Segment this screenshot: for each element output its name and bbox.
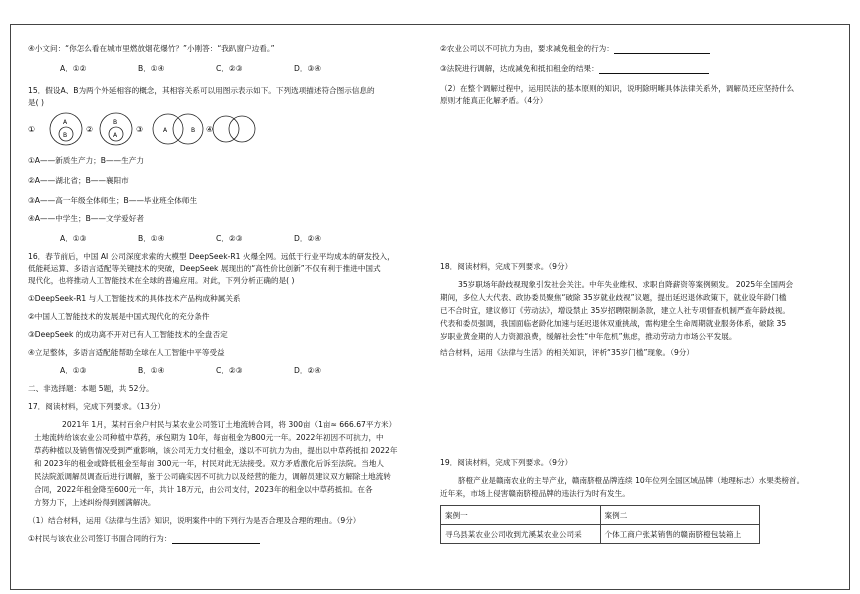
q16-stem-line2: 低能耗运算、多语言适配等关键技术的突破，DeepSeek 展现出的“高性价比创新”不仅有利于推进中国式	[28, 264, 381, 273]
q15-choice-b: B．①④	[138, 234, 165, 243]
q17-answer-1-label: ①村民与该农业公司签订书面合同的行为：	[28, 534, 172, 543]
q17-answer-2-row	[440, 44, 710, 54]
q17-answer-3-blank[interactable]	[599, 65, 709, 74]
q18-material-4: 代表和委员强调，我国面临老龄化加速与延迟退休双重挑战，需构建全生命周期就业服务体系，破除 35	[440, 319, 787, 328]
table-row	[441, 506, 760, 525]
q19-title: 19．阅读材料，完成下列要求。（9分）	[440, 458, 573, 467]
venn-marker-2: ②	[86, 125, 94, 134]
q16-choice-c: C．②③	[216, 366, 243, 375]
q15-choices	[60, 234, 372, 244]
q17-answer-1-blank[interactable]	[172, 535, 260, 544]
q18-material-2: 期间，多位人大代表、政协委员聚焦“破除 35岁就业歧视”议题，提出延迟退休政策下，就业设年龄门槛	[440, 293, 787, 302]
venn1-label-b: B	[63, 132, 68, 139]
case-header-1: 案例一	[441, 506, 601, 525]
q19-material-2: 近年来，市场上侵害赣南脐橙品牌的违法行为时有发生。	[440, 489, 630, 498]
q17-answer-1-row	[28, 534, 260, 544]
venn2-label-a: A	[113, 132, 118, 139]
q16-choice-b: B．①④	[138, 366, 165, 375]
q18-material-5: 岁职业黄金期的人力资源浪费，缓解社会性“中年危机”焦虑，推动劳动力市场公平发展。	[440, 332, 737, 341]
q17-material-6: 合同，2022年租金降至600元一年，共计 18万元，由公司支付，2023年的租金以中草药抵扣。在各	[34, 485, 373, 494]
q14-option-4: ④小文问：“你怎么看在城市里燃放烟花爆竹？”小刚答：“我趴窗户边看。”	[28, 44, 275, 53]
case-header-2: 案例二	[600, 506, 760, 525]
q15-option-3: ③A——高一年级全体师生；B——毕业班全体师生	[28, 196, 198, 205]
q15-choice-a: A．①③	[60, 234, 87, 243]
q15-option-1: ①A——新质生产力；B——生产力	[28, 156, 144, 165]
venn-marker-4: ④	[206, 125, 214, 134]
q14-choice-d: D．③④	[294, 64, 322, 73]
q17-material-1: 2021年 1月，某村百余户村民与某农业公司签订土地流转合同，将 300亩（1亩≈ 666.67平方米）	[62, 420, 397, 429]
q16-option-2: ②中国人工智能技术的发展是中国式现代化的充分条件	[28, 312, 210, 321]
q16-option-4: ④立足整体，多语言适配能帮助全球在人工智能中平等受益	[28, 348, 225, 357]
q15-choice-d: D．②④	[294, 234, 322, 243]
q16-choice-a: A．①③	[60, 366, 87, 375]
q17-answer-3-row	[440, 64, 709, 74]
q17-material-5: 民法院派调解员调查后进行调解，鉴于公司确实因不可抗力以及经营的能力，调解员建议双方解除土地流转	[34, 472, 391, 481]
case-1-text: 寻乌县某农业公司收到尤溪某农业公司采	[441, 525, 601, 544]
q15-stem-line2: 是( )	[28, 98, 44, 107]
q14-choice-a: A．①②	[60, 64, 87, 73]
q15-option-2: ②A——湖北省；B——襄阳市	[28, 176, 129, 185]
q15-choice-c: C．②③	[216, 234, 243, 243]
q16-option-3: ③DeepSeek 的成功离不开对已有人工智能技术的全盘否定	[28, 330, 228, 339]
venn-marker-3: ③	[136, 125, 144, 134]
q14-choice-b: B．①④	[138, 64, 165, 73]
section-2-heading: 二、非选择题：本题 5题，共 52分。	[28, 384, 154, 393]
q17-requirement-1: （1）结合材料，运用《法律与生活》知识，说明案件中的下列行为是否合理及合理的理由。（9分）	[28, 516, 361, 525]
venn3-label-b: B	[191, 127, 196, 134]
q18-material-3: 已不合时宜，建议修订《劳动法》，增设禁止 35岁招聘限制条款，建立人社专项督查机制严查年龄歧视。	[440, 306, 790, 315]
q16-option-1: ①DeepSeek-R1 与人工智能技术的具体技术产品构成种属关系	[28, 294, 241, 303]
q14-choice-c: C．②③	[216, 64, 243, 73]
q17-requirement-2-line1: （2）在整个调解过程中，运用民法的基本原则的知识，说明除明晰具体法律关系外，调解员还应坚持什么	[440, 84, 795, 93]
q17-answer-2-label: ②农业公司以不可抗力为由，要求减免租金的行为：	[440, 44, 614, 53]
q17-material-3: 草药种植以及销售情况受到严重影响，该公司无力支付租金，遂以不可抗力为由，提出以中草药抵扣 2022年	[34, 446, 398, 455]
table-row	[441, 525, 760, 544]
q17-requirement-2-line2: 原则才能真正化解矛盾。（4分）	[440, 96, 548, 105]
q17-answer-2-blank[interactable]	[614, 45, 710, 54]
q17-answer-3-label: ③法院进行调解，达成减免和抵扣租金的结果：	[440, 64, 599, 73]
q14-choices	[60, 64, 372, 74]
venn3-label-a: A	[163, 127, 168, 134]
q17-title: 17．阅读材料，完成下列要求。（13分）	[28, 402, 166, 411]
q16-choice-d: D．②④	[294, 366, 322, 375]
q18-requirement: 结合材料，运用《法律与生活》的相关知识，评析“35岁门槛”现象。（9分）	[440, 348, 694, 357]
q17-material-2: 土地流转给该农业公司种植中草药，承包期为 10年，每亩租金为800元一年。2022年初因不可抗力，中	[34, 433, 384, 442]
q19-case-table	[440, 505, 760, 544]
venn2-label-b: B	[113, 119, 118, 126]
venn-diagrams	[28, 110, 258, 146]
q16-stem-line1: 16．春节前后，中国 AI 公司深度求索的大模型 DeepSeek-R1 火爆全网。远低于行业平均成本的研发投入，	[28, 252, 395, 261]
venn-marker-1: ①	[28, 125, 36, 134]
q17-material-7: 方努力下，上述纠纷得到圆满解决。	[34, 498, 156, 507]
q15-stem-line1: 15．假设A、B为两个外延相容的概念，其相容关系可以用图示表示如下。下列选项描述符合图示信息的	[28, 86, 375, 95]
q16-choices	[60, 366, 372, 376]
q15-option-4: ④A——中学生；B——文学爱好者	[28, 214, 144, 223]
q18-title: 18．阅读材料，完成下列要求。（9分）	[440, 262, 573, 271]
q16-stem-line3: 现代化，也将推动人工智能技术在全球的普遍应用。对此，下列分析正确的是( )	[28, 276, 295, 285]
q18-material-1: 35岁职场年龄歧视现象引发社会关注。中年失业维权、求职自降薪资等案例频发。 2025年全国两会	[458, 280, 794, 289]
venn1-label-a: A	[63, 119, 68, 126]
q17-material-4: 和 2023年的租金或降低租金至每亩 300元一年，村民对此无法接受。双方矛盾激化后诉至法院。当地人	[34, 459, 384, 468]
q19-material-1: 脐橙产业是赣南农业的主导产业，赣南脐橙品牌连续 10年位列全国区域品牌（地理标志）水果类榜首。	[458, 476, 805, 485]
case-2-text: 个体工商户张某销售的赣南脐橙包装箱上	[600, 525, 760, 544]
